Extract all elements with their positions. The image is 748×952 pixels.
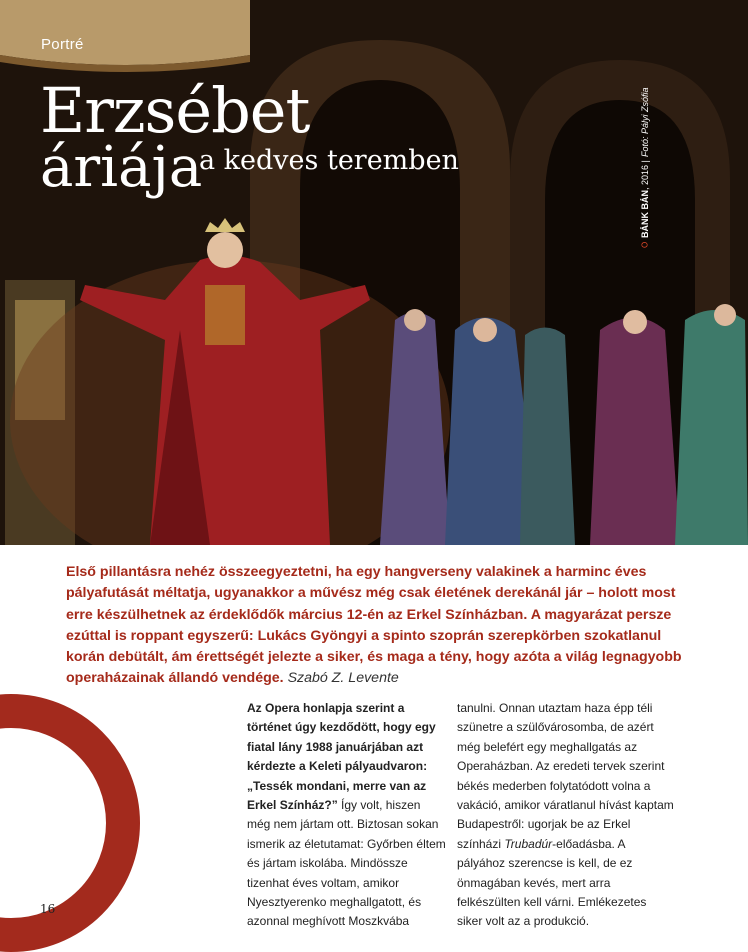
author-name: Szabó Z. Levente [287,670,399,687]
body-col2-text-a: tanulni. Onnan utaztam haza épp téli szünetre a szülővárosomba, de azért még belefért egy meghallgatás az Operaházban. Az eredeti tervek szerint békés mederben folytatódott volna a vakáció, amikor váratlanul hívást kaptam Budapestről: ugorjak be az Erkel színházi [457,701,674,851]
credit-photographer: Fotó: Pályi Zsófia [640,87,650,157]
body-column-2 [457,699,675,932]
article-subtitle: a kedves teremben [199,145,459,176]
credit-production: BÁNK BÁN [640,189,650,238]
body-column-1 [247,699,447,932]
article-title-line1: Erzsébet [40,74,310,147]
article-title-line2: áriája [40,135,203,200]
body-col1-text: Így volt, hiszen még nem jártam ott. Biztosan sokan ismerik az életutamat: Győrben éltem és jártam iskolába. Mindössze tizenhat éves voltam, amikor Nyesztyerenko meghallgatott, és azonnal meghívott Moszkvába [247,798,446,929]
body-intro-bold: Az Opera honlapja szerint a történet úgy kezdődött, hogy egy fiatal lány 1988 januárjában azt kérdezte a Keleti pályaudvaron: „Tessék mondani, merre van az Erkel Színház?” [247,701,436,813]
lead-text: Első pillantásra nehéz összeegyeztetni, ha egy hangverseny valakinek a harminc éves pályafutását méltatja, ugyanakkor a művész még csak életének derekánál jár – holott most erre készülhetnek az érdeklődők március 12-én az Erkel Színházban. A magyarázat persze ezúttal is roppant egyszerű: Lukács Gyöngyi a spinto szoprán szerepkörben szokatlanul korán debütált, ám érettségét jelezte a siker, és maga a tény, hogy azóta a világ legnagyobb operaházainak állandó vendége. [66,564,682,687]
credit-year: , 2016 | [640,159,650,190]
body-col2-text-b: -előadásba. A pályához szerencse is kell, de ez önmagában kevés, mert arra felkészülten kell várni. Emlékezetes siker volt az a produkció. [457,836,647,929]
photo-credit [638,88,652,248]
body-col2-italic: Trubadúr [504,836,553,851]
section-label: Portré [41,36,84,53]
page-number: 16 [40,902,56,916]
lead-paragraph [66,562,686,690]
decorative-ring [0,694,140,952]
credit-marker-icon: O [640,241,650,248]
